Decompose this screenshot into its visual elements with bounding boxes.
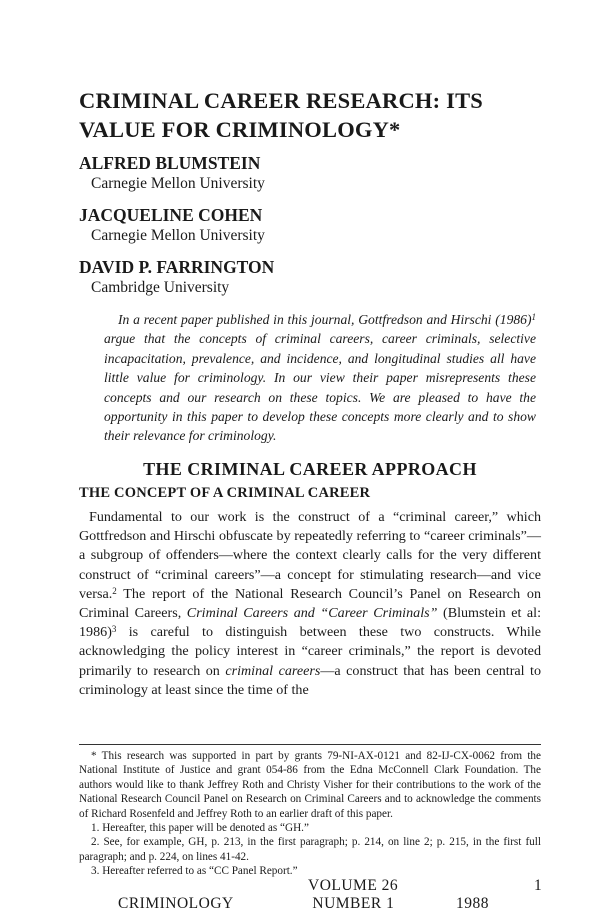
journal-footer <box>118 877 588 913</box>
journal-name: CRIMINOLOGY <box>118 895 234 912</box>
section-subheading: THE CONCEPT OF A CRIMINAL CAREER <box>79 485 371 501</box>
footnote-ref-3: 3 <box>111 624 117 635</box>
footnote-ref-1: 1 <box>531 312 536 322</box>
article-title: CRIMINAL CAREER RESEARCH: ITS VALUE FOR CRIMINOLOGY* <box>79 88 483 142</box>
footnote-star: * This research was supported in part by grants 79-NI-AX-0121 and 82-IJ-CX-0062 from the National Institute of Justice and grant 054-86 from the Edna McConnell Clark Foundation. The authors would like to thank Jeffrey Roth and Christy Visher for their contributions to the work of the National Research Council Panel on Research on Criminal Careers and to acknowledge the comments of Richard Rosenfeld and Jeffrey Roth to an earlier draft of this paper. <box>79 750 541 820</box>
author-affiliation-3: Cambridge University <box>91 279 230 296</box>
emphasis-text: criminal careers <box>225 662 321 679</box>
abstract-text-1: In a recent paper published in this journal, Gottfredson and Hirschi (1986) <box>118 312 532 327</box>
book-title: Criminal Careers and “Career Criminals” <box>186 605 438 622</box>
body-text <box>79 508 541 700</box>
footnote-3: 3. Hereafter referred to as “CC Panel Report.” <box>91 865 298 878</box>
author-name-2: JACQUELINE COHEN <box>79 205 263 225</box>
number-label: NUMBER 1 <box>312 895 395 912</box>
body-text-5: —a construct that has been central to criminology at least since the time of the <box>79 662 541 698</box>
section-heading: THE CRIMINAL CAREER APPROACH <box>143 459 477 479</box>
author-name-3: DAVID P. FARRINGTON <box>79 257 275 277</box>
journal-year: 1988 <box>456 895 489 912</box>
abstract-paragraph <box>104 310 536 446</box>
footnote-2: 2. See, for example, GH, p. 213, in the first paragraph; p. 214, on line 2; p. 215, in the first full paragraph; and p. 224, on lines 41-42. <box>79 836 541 863</box>
body-text-4: is careful to distinguish between these two constructs. While acknowledging the policy interest in “career criminals,” the report is devoted primarily to research on <box>79 624 541 679</box>
footnote-ref-2: 2 <box>112 585 117 596</box>
author-name-1: ALFRED BLUMSTEIN <box>79 153 261 173</box>
journal-volume <box>308 877 456 913</box>
body-paragraph <box>79 508 541 700</box>
abstract-text-2: argue that the concepts of criminal careers, career criminals, selective incapacitation, prevalence, and incidence, and longitudinal studies all have little value for criminology. In our view their paper misrepresents these concepts and our research on these topics. We are pleased to have the opportunity in this paper to develop these concepts more clearly and to show their relevance for criminology. <box>104 331 536 444</box>
author-affiliation-1: Carnegie Mellon University <box>91 175 265 192</box>
footnote-1: 1. Hereafter, this paper will be denoted as “GH.” <box>91 822 309 835</box>
body-text-2: The report of the National Research Council’s Panel on Research on Criminal Careers, <box>79 585 541 622</box>
footnotes <box>79 749 541 879</box>
volume-label: VOLUME 26 <box>308 877 399 894</box>
page-number: 1 <box>534 877 542 894</box>
abstract <box>104 310 536 446</box>
author-affiliation-2: Carnegie Mellon University <box>91 227 265 244</box>
footnote-divider <box>79 744 541 745</box>
body-text-3: (Blumstein et al: 1986) <box>79 605 542 641</box>
body-text-1: Fundamental to our work is the construct of a “criminal career,” which Gottfredson and Hirschi obfuscate by repeatedly referring to “career criminals”—a subgroup of offenders—where the context clearly calls for the very different construct of “criminal careers”—a concept for stimulating research—and vice versa. <box>79 509 541 602</box>
